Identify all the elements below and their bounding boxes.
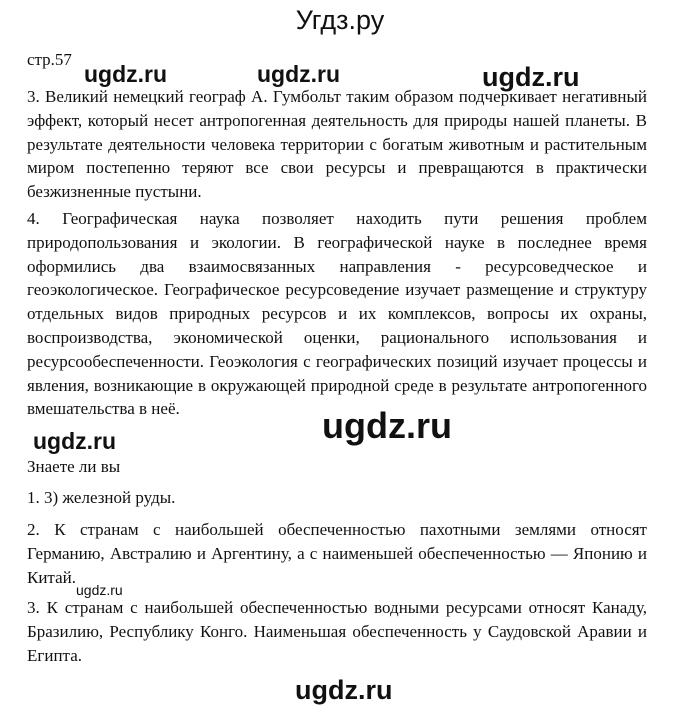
- paragraph-3: 3. Великий немецкий географ А. Гумбольт таким образом подчеркивает негативный эффект, который несет антропогенная деятельность для природы нашей планеты. В результате деятельности человека территории с богатым животным и растительным миром постепенно теряют все свои ресурсы и превращаются в практически безжизненные пустыни.: [27, 87, 647, 202]
- watermark: ugdz.ru: [33, 428, 117, 454]
- watermark: ugdz.ru: [482, 62, 580, 92]
- section-title: Знаете ли вы: [27, 457, 121, 476]
- page-label: стр.57: [27, 50, 72, 69]
- watermark: ugdz.ru: [322, 405, 452, 446]
- watermark: ugdz.ru: [76, 582, 123, 598]
- site-title: Угдз.ру: [295, 5, 385, 35]
- answer-2: 2. К странам с наибольшей обеспеченностью пахотными землями относят Германию, Австралию и Аргентину, а с наименьшей обеспеченностью — Японию и Китай.: [27, 520, 647, 587]
- answer-1: 1. 3) железной руды.: [27, 488, 176, 507]
- answer-3: 3. К странам с наибольшей обеспеченностью водными ресурсами относят Канаду, Бразилию, Республику Конго. Наименьшая обеспеченность у Саудовской Аравии и Египта.: [27, 598, 647, 665]
- watermark: ugdz.ru: [295, 675, 393, 705]
- watermark: ugdz.ru: [84, 61, 168, 87]
- paragraph-4: 4. Географическая наука позволяет находить пути решения проблем природопользования и экологии. В географической науке в последнее время оформились два взаимосвязанных направления - ресурсоведческое и геоэкологическое. Географическое ресурсоведение изучает размещение и структуру отдельных видов природных ресурсов и их комплексов, вопросы их охраны, воспроизводства, экономической оценки, рационального использования и ресурсообеспеченности. Геоэкология с географических позиций изучает процессы и явления, возникающие в окружающей природной среде в результате антропогенного вмешательства в неё.: [27, 209, 647, 419]
- watermark: ugdz.ru: [257, 61, 341, 87]
